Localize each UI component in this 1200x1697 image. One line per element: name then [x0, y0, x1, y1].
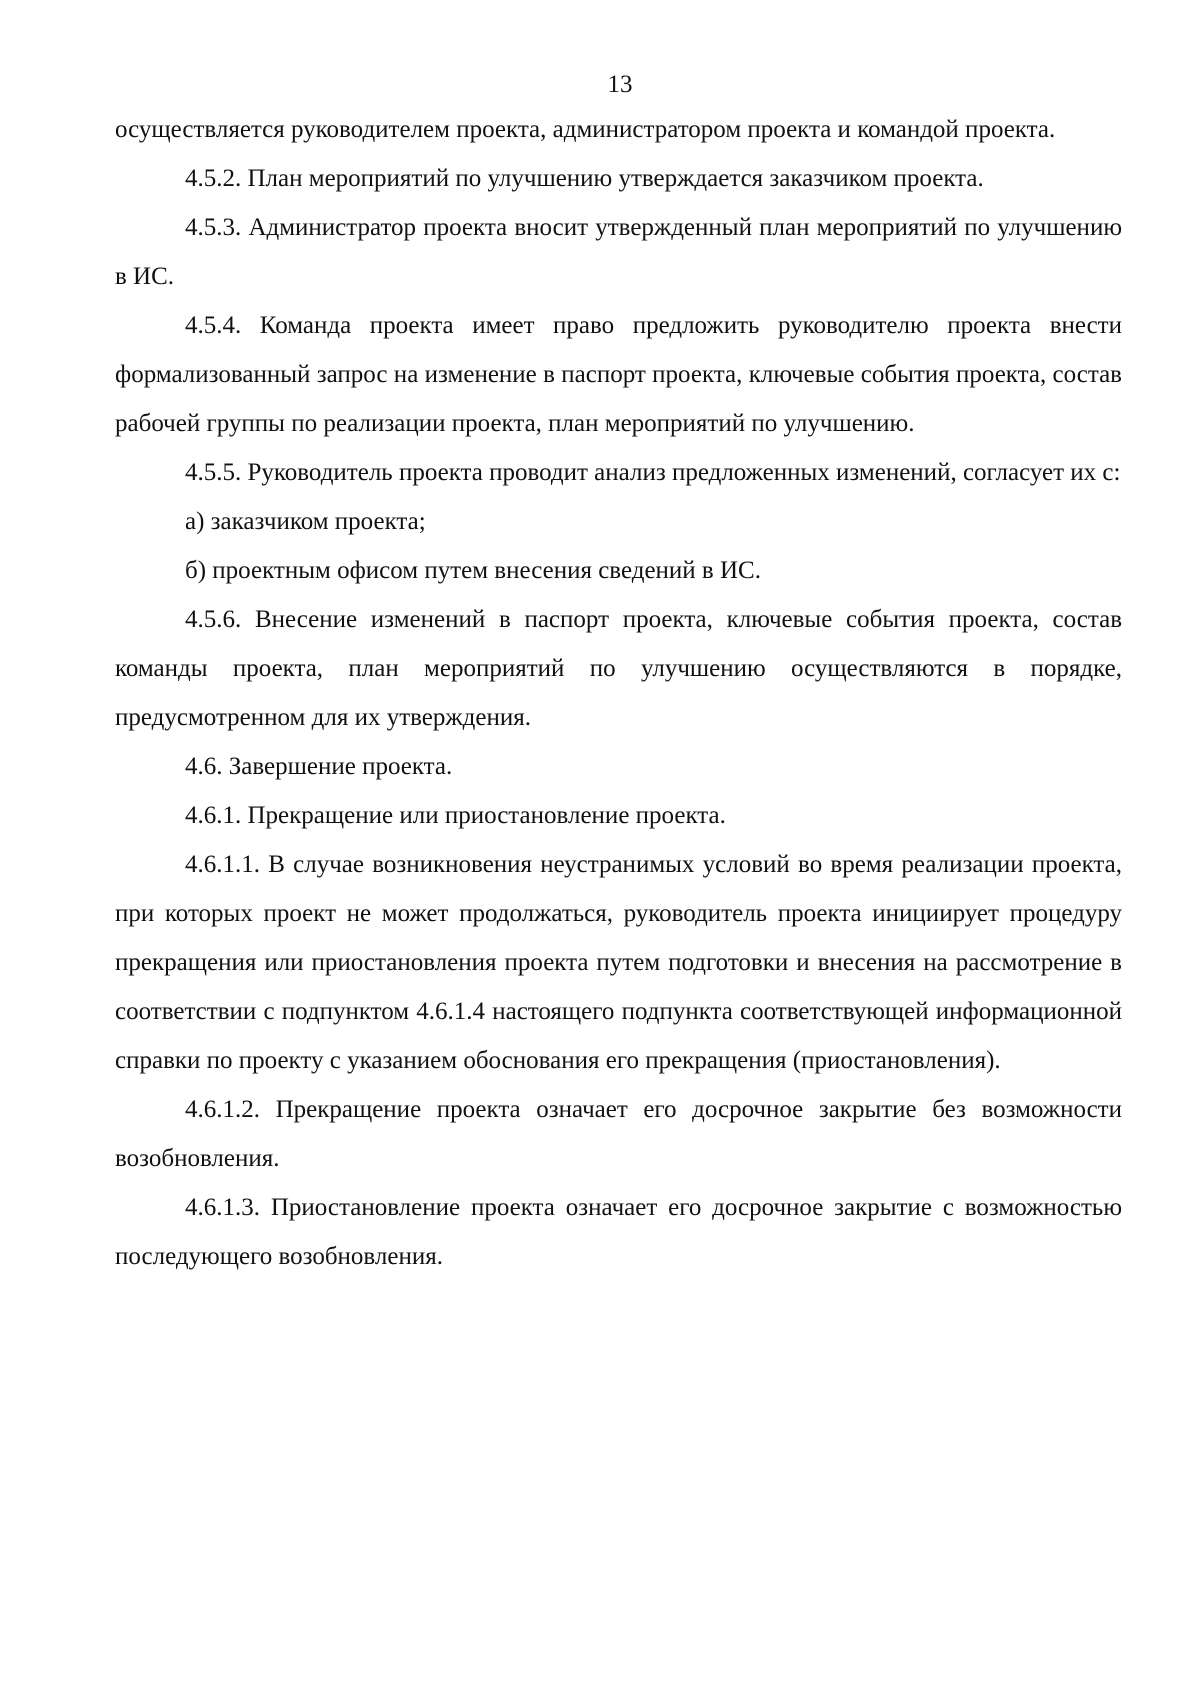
document-body	[115, 105, 1122, 1281]
paragraph-4-5-4: 4.5.4. Команда проекта имеет право предложить руководителю проекта внести формализованный запрос на изменение в паспорт проекта, ключевые события проекта, состав рабочей группы по реализации проекта, план мероприятий по улучшению.	[115, 312, 1122, 437]
paragraph-4-6-1-3: 4.6.1.3. Приостановление проекта означает его досрочное закрытие с возможностью последующего возобновления.	[115, 1194, 1122, 1270]
paragraph-4-5-5: 4.5.5. Руководитель проекта проводит анализ предложенных изменений, согласует их с:	[185, 459, 1121, 486]
paragraph-4-5-2: 4.5.2. План мероприятий по улучшению утверждается заказчиком проекта.	[185, 165, 984, 192]
paragraph-4-5-6: 4.5.6. Внесение изменений в паспорт проекта, ключевые события проекта, состав команды проекта, план мероприятий по улучшению осуществляются в порядке, предусмотренном для их утверждения.	[115, 606, 1122, 731]
subsection-heading-4-6-1: 4.6.1. Прекращение или приостановление проекта.	[185, 802, 726, 829]
paragraph-4-5-3: 4.5.3. Администратор проекта вносит утвержденный план мероприятий по улучшению в ИС.	[115, 214, 1122, 290]
section-heading-4-6: 4.6. Завершение проекта.	[185, 753, 453, 780]
paragraph-continuation: осуществляется руководителем проекта, администратором проекта и командой проекта.	[115, 116, 1056, 143]
paragraph-4-6-1-1: 4.6.1.1. В случае возникновения неустранимых условий во время реализации проекта, при которых проект не может продолжаться, руководитель проекта инициирует процедуру прекращения или приостановления проекта путем подготовки и внесения на рассмотрение в соответствии с подпунктом 4.6.1.4 настоящего подпункта соответствующей информационной справки по проекту с указанием обоснования его прекращения (приостановления).	[115, 851, 1122, 1074]
list-item-a: а) заказчиком проекта;	[185, 508, 426, 535]
list-item-b: б) проектным офисом путем внесения сведений в ИС.	[185, 557, 761, 584]
page-number: 13	[607, 71, 633, 98]
paragraph-4-6-1-2: 4.6.1.2. Прекращение проекта означает его досрочное закрытие без возможности возобновления.	[115, 1096, 1122, 1172]
